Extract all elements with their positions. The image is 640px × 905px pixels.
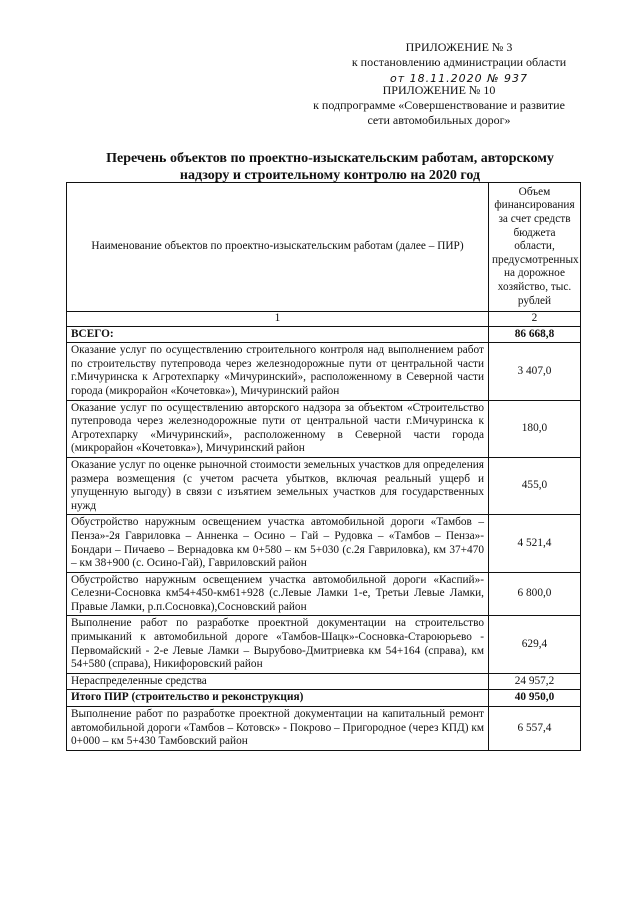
row-amount: 180,0 <box>489 400 581 457</box>
table-row <box>67 616 581 673</box>
row-name: Нераспределенные средства <box>67 673 489 690</box>
appendix-10-line-1: к подпрограмме «Совершенствование и развитие <box>313 98 565 112</box>
column-number-1: 1 <box>67 312 489 327</box>
row-name: Обустройство наружным освещением участка автомобильной дороги «Каспий»-Селезни-Сосновка км54+450-км61+928 (с.Левые Ламки 1-е, Третьи Левые Ламки, Правые Ламки, р.п.Сосновка),Сосновский район <box>67 572 489 616</box>
row-name: Итого ПИР (строительство и реконструкция) <box>67 690 489 707</box>
appendix-10-title: ПРИЛОЖЕНИЕ № 10 <box>382 83 496 97</box>
row-name: Обустройство наружным освещением участка автомобильной дороги «Тамбов – Пенза»-2я Гавриловка – Анненка – Осино – Гай – Рудовка – «Тамбов – Пенза»- Бондари – Пичаево – Вернадовка км 0+580 – км 5+030 (с.2я Гавриловка), км 37+470 – км 38+900 (с. Осино-Гай), Гавриловский район <box>67 515 489 572</box>
row-amount: 40 950,0 <box>489 690 581 707</box>
row-amount: 86 668,8 <box>489 326 581 343</box>
table-row <box>67 400 581 457</box>
row-name: Выполнение работ по разработке проектной документации на капитальный ремонт автомобильной дороги «Тамбов – Котовск» - Покрово – Пригородное (через КПД) км 0+000 – км 5+430 Тамбовский район <box>67 707 489 751</box>
row-amount: 4 521,4 <box>489 515 581 572</box>
document-title <box>60 150 600 184</box>
document-title-line-2: надзору и строительному контролю на 2020 год <box>179 168 481 183</box>
table-row <box>67 515 581 572</box>
table-row-total <box>67 326 581 343</box>
table-header-row <box>67 183 581 312</box>
document-title-line-1: Перечень объектов по проектно-изыскательским работам, авторскому <box>106 151 554 166</box>
header-amount-cell: Объем финансирования за счет средств бюджета области, предусмотренных на дорожное хозяйство, тыс. рублей <box>489 183 581 312</box>
header-name-cell: Наименование объектов по проектно-изыскательским работам (далее – ПИР) <box>67 183 489 312</box>
row-amount: 3 407,0 <box>489 343 581 400</box>
table-row-undistributed <box>67 673 581 690</box>
objects-table <box>66 182 581 751</box>
appendix-3-line: к постановлению администрации области <box>351 55 567 69</box>
appendix-10-line-2: сети автомобильных дорог» <box>367 113 511 127</box>
table-row <box>67 343 581 400</box>
row-name: ВСЕГО: <box>67 326 489 343</box>
column-number-row <box>67 312 581 327</box>
appendix-10-block <box>294 83 584 128</box>
table-row <box>67 457 581 514</box>
row-amount: 6 557,4 <box>489 707 581 751</box>
table-row <box>67 707 581 751</box>
row-amount: 455,0 <box>489 457 581 514</box>
appendix-3-title: ПРИЛОЖЕНИЕ № 3 <box>405 40 513 54</box>
appendix-3-block <box>334 40 584 86</box>
row-name: Оказание услуг по осуществлению авторского надзора за объектом «Строительство путепровода через железнодорожные пути от центральной части г.Мичуринска к Агротехпарку «Мичуринский», расположенному в Северной части города (микрорайон «Кочетовка»), Мичуринский район <box>67 400 489 457</box>
column-number-2: 2 <box>489 312 581 327</box>
row-name: Оказание услуг по осуществлению строительного контроля над выполнением работ по строительству путепровода через железнодорожные пути от центральной части г.Мичуринска к Агротехпарку «Мичуринский», расположенному в Северной части города (микрорайон «Кочетовка»), Мичуринский район <box>67 343 489 400</box>
row-name: Выполнение работ по разработке проектной документации на строительство примыканий к автомобильной дороге «Тамбов-Шацк»-Сосновка-Староюрьево - Первомайский - 2-е Левые Ламки – Вырубово-Дмитриевка км 54+164 (справа), км 54+580 (справа), Никифоровский район <box>67 616 489 673</box>
table-row <box>67 572 581 616</box>
row-amount: 24 957,2 <box>489 673 581 690</box>
row-amount: 629,4 <box>489 616 581 673</box>
row-name: Оказание услуг по оценке рыночной стоимости земельных участков для определения размера возмещения (с учетом расчета убытков, включая реальный ущерб и упущенную выгоду) в связи с изъятием земельных участков для государственных нужд <box>67 457 489 514</box>
handwritten-date-number: от 18.11.2020 № 937 <box>389 72 529 85</box>
table-row-subtotal <box>67 690 581 707</box>
row-amount: 6 800,0 <box>489 572 581 616</box>
